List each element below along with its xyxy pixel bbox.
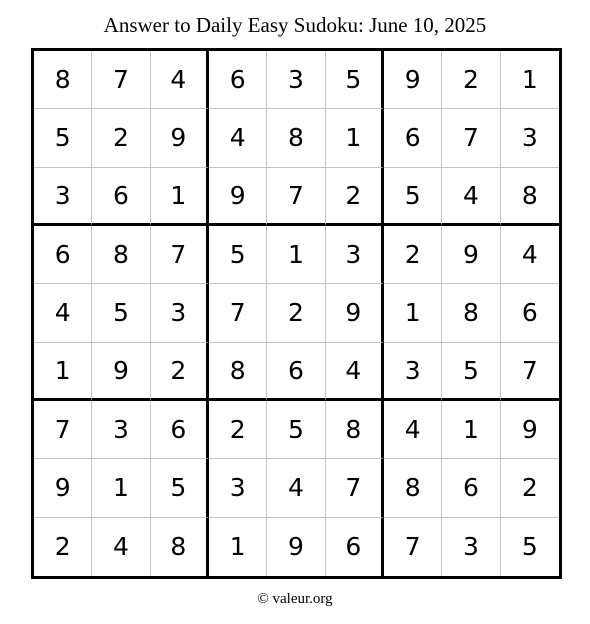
sudoku-cell[interactable]: 4 [34, 284, 92, 342]
sudoku-cell[interactable]: 2 [92, 109, 150, 167]
sudoku-cell[interactable]: 6 [501, 284, 559, 342]
sudoku-cell[interactable]: 4 [501, 226, 559, 284]
sudoku-cell[interactable]: 1 [326, 109, 384, 167]
sudoku-board [31, 48, 562, 579]
sudoku-cell[interactable]: 6 [151, 401, 209, 459]
sudoku-cell[interactable]: 8 [267, 109, 325, 167]
sudoku-cell[interactable]: 5 [267, 401, 325, 459]
sudoku-cell[interactable]: 2 [384, 226, 442, 284]
sudoku-cell[interactable]: 7 [34, 401, 92, 459]
sudoku-cell[interactable]: 3 [326, 226, 384, 284]
sudoku-cell[interactable]: 2 [209, 401, 267, 459]
sudoku-cell[interactable]: 8 [92, 226, 150, 284]
sudoku-cell[interactable]: 7 [384, 518, 442, 576]
sudoku-cell[interactable]: 5 [442, 343, 500, 401]
sudoku-cell[interactable]: 8 [151, 518, 209, 576]
sudoku-cell[interactable]: 8 [34, 51, 92, 109]
sudoku-cell[interactable]: 2 [442, 51, 500, 109]
copyright-footer: © valeur.org [257, 591, 333, 607]
sudoku-cell[interactable]: 9 [326, 284, 384, 342]
sudoku-cell[interactable]: 2 [34, 518, 92, 576]
sudoku-cell[interactable]: 7 [209, 284, 267, 342]
sudoku-cell[interactable]: 1 [151, 168, 209, 226]
sudoku-cell[interactable]: 2 [326, 168, 384, 226]
sudoku-cell[interactable]: 3 [384, 343, 442, 401]
sudoku-cell[interactable]: 3 [501, 109, 559, 167]
sudoku-cell[interactable]: 1 [501, 51, 559, 109]
sudoku-cell[interactable]: 1 [384, 284, 442, 342]
sudoku-cell[interactable]: 6 [326, 518, 384, 576]
page-title: Answer to Daily Easy Sudoku: June 10, 2025 [103, 13, 487, 37]
sudoku-cell[interactable]: 6 [209, 51, 267, 109]
sudoku-cell[interactable]: 5 [151, 459, 209, 517]
sudoku-cell[interactable]: 1 [442, 401, 500, 459]
sudoku-cell[interactable]: 6 [267, 343, 325, 401]
sudoku-cell[interactable]: 3 [267, 51, 325, 109]
sudoku-cell[interactable]: 8 [442, 284, 500, 342]
sudoku-cell[interactable]: 5 [326, 51, 384, 109]
sudoku-cell[interactable]: 8 [384, 459, 442, 517]
sudoku-cell[interactable]: 3 [92, 401, 150, 459]
sudoku-cell[interactable]: 3 [151, 284, 209, 342]
sudoku-cell[interactable]: 4 [384, 401, 442, 459]
sudoku-cell[interactable]: 2 [267, 284, 325, 342]
sudoku-cell[interactable]: 7 [442, 109, 500, 167]
sudoku-cell[interactable]: 1 [92, 459, 150, 517]
sudoku-cell[interactable]: 9 [267, 518, 325, 576]
sudoku-cell[interactable]: 5 [34, 109, 92, 167]
sudoku-cell[interactable]: 8 [501, 168, 559, 226]
sudoku-cell[interactable]: 2 [151, 343, 209, 401]
sudoku-cell[interactable]: 6 [384, 109, 442, 167]
sudoku-cell[interactable]: 4 [442, 168, 500, 226]
sudoku-cell[interactable]: 1 [209, 518, 267, 576]
sudoku-cell[interactable]: 7 [92, 51, 150, 109]
sudoku-cell[interactable]: 9 [384, 51, 442, 109]
sudoku-cell[interactable]: 6 [92, 168, 150, 226]
sudoku-cell[interactable]: 9 [92, 343, 150, 401]
sudoku-cell[interactable]: 8 [326, 401, 384, 459]
sudoku-cell[interactable]: 1 [267, 226, 325, 284]
sudoku-cell[interactable]: 3 [209, 459, 267, 517]
sudoku-cell[interactable]: 2 [501, 459, 559, 517]
sudoku-cell[interactable]: 4 [267, 459, 325, 517]
sudoku-cell[interactable]: 7 [326, 459, 384, 517]
sudoku-cell[interactable]: 7 [267, 168, 325, 226]
sudoku-cell[interactable]: 4 [209, 109, 267, 167]
sudoku-cell[interactable]: 7 [151, 226, 209, 284]
sudoku-cell[interactable]: 9 [34, 459, 92, 517]
sudoku-cell[interactable]: 8 [209, 343, 267, 401]
sudoku-cell[interactable]: 6 [442, 459, 500, 517]
sudoku-cell[interactable]: 9 [209, 168, 267, 226]
sudoku-cell[interactable]: 5 [521, 532, 538, 562]
sudoku-cell[interactable]: 9 [501, 401, 559, 459]
sudoku-cell[interactable]: 4 [326, 343, 384, 401]
sudoku-cell[interactable]: 1 [34, 343, 92, 401]
sudoku-cell[interactable]: 9 [151, 109, 209, 167]
sudoku-cell[interactable]: 7 [501, 343, 559, 401]
sudoku-cell[interactable]: 9 [442, 226, 500, 284]
sudoku-cell[interactable]: 6 [34, 226, 92, 284]
sudoku-cell[interactable]: 5 [384, 168, 442, 226]
sudoku-cell[interactable]: 5 [209, 226, 267, 284]
sudoku-cell[interactable]: 4 [151, 51, 209, 109]
sudoku-cell[interactable]: 4 [92, 518, 150, 576]
sudoku-cell[interactable]: 5 [92, 284, 150, 342]
sudoku-cell[interactable]: 3 [442, 518, 500, 576]
sudoku-cell[interactable]: 3 [34, 168, 92, 226]
